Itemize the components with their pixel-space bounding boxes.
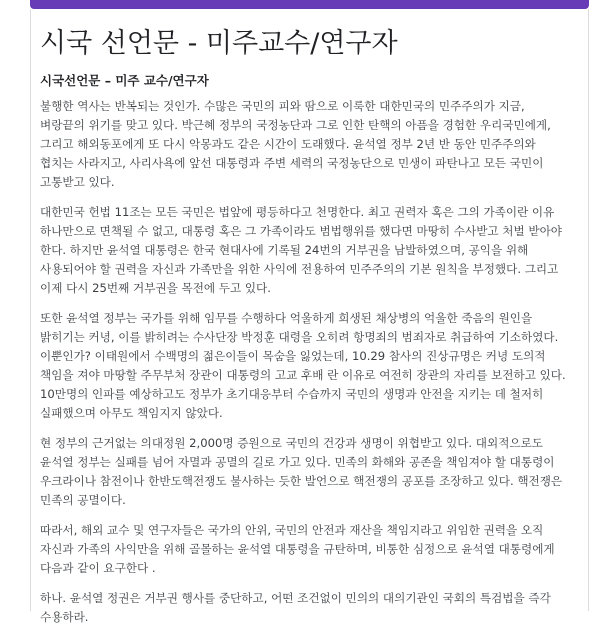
paragraph-demand-one: 하나. 윤석열 정권은 거부권 행사를 중단하고, 어떤 조건없이 민의의 대의기관인 국회의 특검법을 즉각 수용하라. <box>40 591 551 624</box>
paragraph-medical-quota: 현 정부의 근거없는 의대정원 2,000명 증원으로 국민의 건강과 생명이 위협받고 있다. 대외적으로도 윤석열 정부는 실패를 넘어 자멸과 공멸의 길로 가고 있다. 민족의 화해와 공존을 책임져야 할 대통령이 우크라이나 참전이나 한반도핵전쟁도 불사하는 듯한 발언으로 핵전쟁의 공포를 조장하고 있다. 핵전쟁은 민족의 공멸이다. <box>40 436 563 507</box>
form-description <box>40 97 570 638</box>
paragraph-history: 불행한 역사는 반복되는 것인가. 수많은 국민의 피와 땀으로 이룩한 대한민국의 민주주의가 지금, 벼랑끝의 위기를 맞고 있다. 박근혜 정부의 국정농단과 그로 인한 탄핵의 아픔을 경험한 우리국민에게, 그리고 해외동포에게 또 다시 악몽과도 같은 시간이 도래했다. 윤석열 정부 2년 반 동안 민주주의와 협치는 사라지고, 사리사욕에 앞선 대통령과 주변 세력의 국정농단으로 민생이 파탄나고 모든 국민이 고통받고 있다. <box>40 99 551 189</box>
paragraph-demand: 따라서, 해외 교수 및 연구자들은 국가의 안위, 국민의 안전과 재산을 책임지라고 위임한 권력을 오직 자신과 가족의 사익만을 위해 골몰하는 윤석열 대통령을 규탄하며, 비통한 심정으로 윤석열 대통령에게 다음과 같이 요구한다 . <box>40 523 555 575</box>
paragraph-constitution: 대한민국 헌법 11조는 모든 국민은 법앞에 평등하다고 천명한다. 최고 권력자 혹은 그의 가족이란 이유 하나만으로 면책될 수 없고, 대통령 혹은 그 가족이라도 범법행위를 했다면 마땅히 수사받고 처벌 받아야 한다. 하지만 윤석열 대통령은 한국 현대사에 기록될 24번의 거부권을 남발하였으며, 공익을 위해 사용되어야 할 권력을 자신과 가족만을 위한 사익에 전용하여 민주주의의 기본 원칙을 부정했다. 그리고 이제 다시 25번째 거부권을 목전에 두고 있다. <box>40 205 562 295</box>
form-header-accent-bar <box>30 0 589 9</box>
form-title: 시국 선언문 - 미주교수/연구자 <box>40 28 398 59</box>
form-subtitle: 시국선언문 – 미주 교수/연구자 <box>40 73 209 88</box>
paragraph-chae-sangbyeong: 또한 윤석열 정부는 국가를 위해 임무를 수행하다 억울하게 희생된 채상병의 억울한 죽음의 원인을 밝히기는 커녕, 이를 밝히려는 수사단장 박정훈 대령을 오히려 항명죄의 범죄자로 취급하여 기소하였다. 이뿐인가? 이태원에서 수백명의 젊은이들이 목숨을 잃었는데, 10.29 참사의 진상규명은 커녕 도의적 책임을 져야 마땅할 주무부처 장관이 대통령의 고교 후배 란 이유로 여전히 장관의 자리를 보전하고 있다. 10만명의 인파를 예상하고도 정부가 초기대응부터 수습까지 국민의 생명과 안전을 지키는 데 철저히 실패했으며 아무도 책임지지 않았다. <box>40 311 566 420</box>
